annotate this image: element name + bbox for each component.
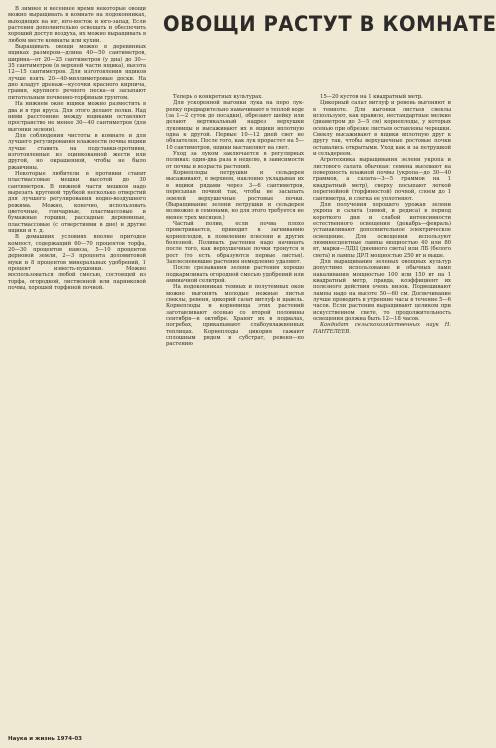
text-column-2: [166, 94, 304, 744]
paragraph: В зимнее и весеннее время некоторые овощи можно выращивать в комнате на подоконниках, выходящих на юг, юго-восток и юго-запад. Если растения дополнительно освещать и обеспечить хороший доступ воздуха, их можно выращивать в любом месте комнаты или кухни.: [8, 6, 146, 44]
article-title: ОВОЩИ РАСТУТ В КОМНАТЕ: [163, 12, 496, 36]
paragraph: Теперь о конкретных культурах.: [173, 94, 263, 100]
paragraph: Корнеплоды петрушки и сельдерея высаживают, в верхнем, наклонно укладывая их в ящики рядами через 3—6 сантиметров, пересыпая почвой так, чтобы не засыпать землей верхушечные ростовые почки. (Выращивание зелени петрушки и сельдерея возможно и семенами, но для этого требуется не менее трех месяцев.): [166, 170, 304, 221]
paragraph: 15—20 кустов на 1 квадратный метр.: [320, 94, 423, 100]
page-footer: Наука и жизнь 1974-03: [8, 736, 82, 742]
paragraph: Цикорный салат витлуф и ревень выгоняют и в темноте. Для выгонки листьев свеклы используют, как правило, нестандартные мелкие (диаметром до 3—5 см) корнеплоды, у которых осенью при обрезке листьев оставлены черешки. Свеклу высаживают в ящики вплотную друг к другу так, чтобы верхушечные ростовые почки оставались открытыми. Уход как и за петрушкой и сельдереем.: [313, 100, 451, 158]
paragraph: На нижнем окне ящики можно разместить в два и в три яруса. Для этого делают полки. Над ними расстояние между ящиками оставляют пространство не менее 30—40 сантиметров (для выгонки зелени).: [8, 101, 146, 133]
paragraph: На подоконниках темных и полутемных окон можно выгонять молодые нежные листья свеклы, ревеня, цикорий салат витлуф и щавель. Корнеплоды и корневища этих растений заготавливают осенью со второй половины сентября—в октябре. Хранят их в подвалах, погребах, прикапывают слабоувлажненных теплицах. Корнеплоды цикория сажают сплошным рядом в субстрат, ревеня—по растению: [166, 284, 304, 348]
paragraph: Для выращивания зеленых овощных культур допустимо использование и обычных ламп накаливания мощностью 100 или 150 вт на 1 квадратный метр, правда, коэффициент их полезного действия очень низок. Подвешивают лампы надо на высоте 50—60 см. Досвечивание лучше проводить в утренние часы в течение 5—6 часов. Если растения выращивают целиком при искусственном свете, то продолжительность освещения должна быть 12—18 часов.: [313, 258, 451, 323]
paragraph: Для ускоренной выгонки лука на перо лук-репку предварительно намачивают в теплой воде (за 1—2 суток до посадки), обрезают шейку или делают вертикальный надрез верхушки луковицы и высаживают их в ящики вплотную одна к другой. Первые 10—12 дней свет не обязателен. После того, как лук прорастет на 5—10 сантиметров, ящики выставляют на свет.: [166, 100, 304, 151]
paragraph: После срезывания зелени растения хорошо подкармливать огородной смесью удобрений или аммиачной селитрой.: [166, 265, 304, 284]
text-column-3: [313, 94, 451, 335]
author-signature: Кандидат сельскохозяйственных наук Н. ПАНТЕЛЕЕВ.: [313, 322, 451, 335]
paragraph: Агротехника выращивания зелени укропа и листового салата обычная: семена высевают на поверхность влажной почвы (укропа—до 30—40 граммов, а салата—3—5 граммов на 1 квадратный метр), сверху посыпают легкой перегнойной (торфяностой) почвой, слоем до 1 сантиметра, и слегка ее уплотняют.: [313, 157, 451, 202]
text-column-1: [8, 6, 146, 291]
paragraph: Для соблюдения чистоты в комнате и для лучшего регулирования влажности почвы ящики лучше ставить на подставки-противни, изготовленные из оцинкованной жести или другой, но окрашенной, чтобы не было ржавчины.: [8, 132, 146, 171]
paragraph: Частый полив, если почва плохо проветривается, приводит к загниванию корнеплодов, к появлению плесени и других болезней. Поливать растения надо начинать после того, как верхушечные почки тронутся в рост (то есть образуются первые листья). Заплесневевшие растения немедленно удаляют.: [166, 220, 304, 265]
paragraph: Выращивать овощи можно в деревянных ящиках размером—длина 40—50 сантиметров, ширина—от 20—25 сантиметров (у дна) до 30—35 сантиметров (в верхней части ящика), высота 12—15 сантиметров. Для изготовления ящиков лучше взять 20—40-миллиметровые доски. На дно кладут дренаж—кусочки красного кирпича, гравия, крупного речного песка—и засыпают питательным почвенно-торфяным грунтом.: [8, 44, 146, 101]
paragraph: Уход за луком заключается в регулярных поливах: один-два раза в неделю, в зависимости от почвы и возраста растений.: [166, 151, 304, 170]
paragraph: Для получения хорошего урожая зелени укропа и салата (зимой, и редиса) в период короткого дня и слабой интенсивности естественного освещения (декабрь—февраль) устанавливают дополнительное электрическое освещение. Для освещения используют люминесцентные лампы мощностью 40 или 80 вт, марки—ЛДЦ (дневного света) или ЛБ (белого света) и лампы ДРЛ мощностью 250 вт и выше.: [313, 201, 451, 259]
paragraph: Некоторые любители в противни ставят пластмассовые мешки высотой до 30 сантиметров. В нижней части мешков надо вырезать круговой трубкой несколько отверстий для лучшего регулирования водно-воздушного режима. Можно, конечно, использовать цветочные, гончарные, пластмассовые и бумажные горшки, рассадные деревянные, пластмассовые (с отверстиями в дне) и другие ящики и т. д.: [8, 170, 146, 235]
paragraph: В домашних условиях вполне пригоден компост, содержащий 60—70 процентов торфа, 20—30 процентов навоза, 5—10 процентов дерновой земли, 2—3 процента доломитовой муки и 8 процентов минеральных удобрений, 1 процент известь-пушонки. Можно воспользоваться любой смесью, состоящей из торфа, огородной, лиственной или парниковой почвы, хорошей торфяной почвой.: [8, 234, 146, 292]
